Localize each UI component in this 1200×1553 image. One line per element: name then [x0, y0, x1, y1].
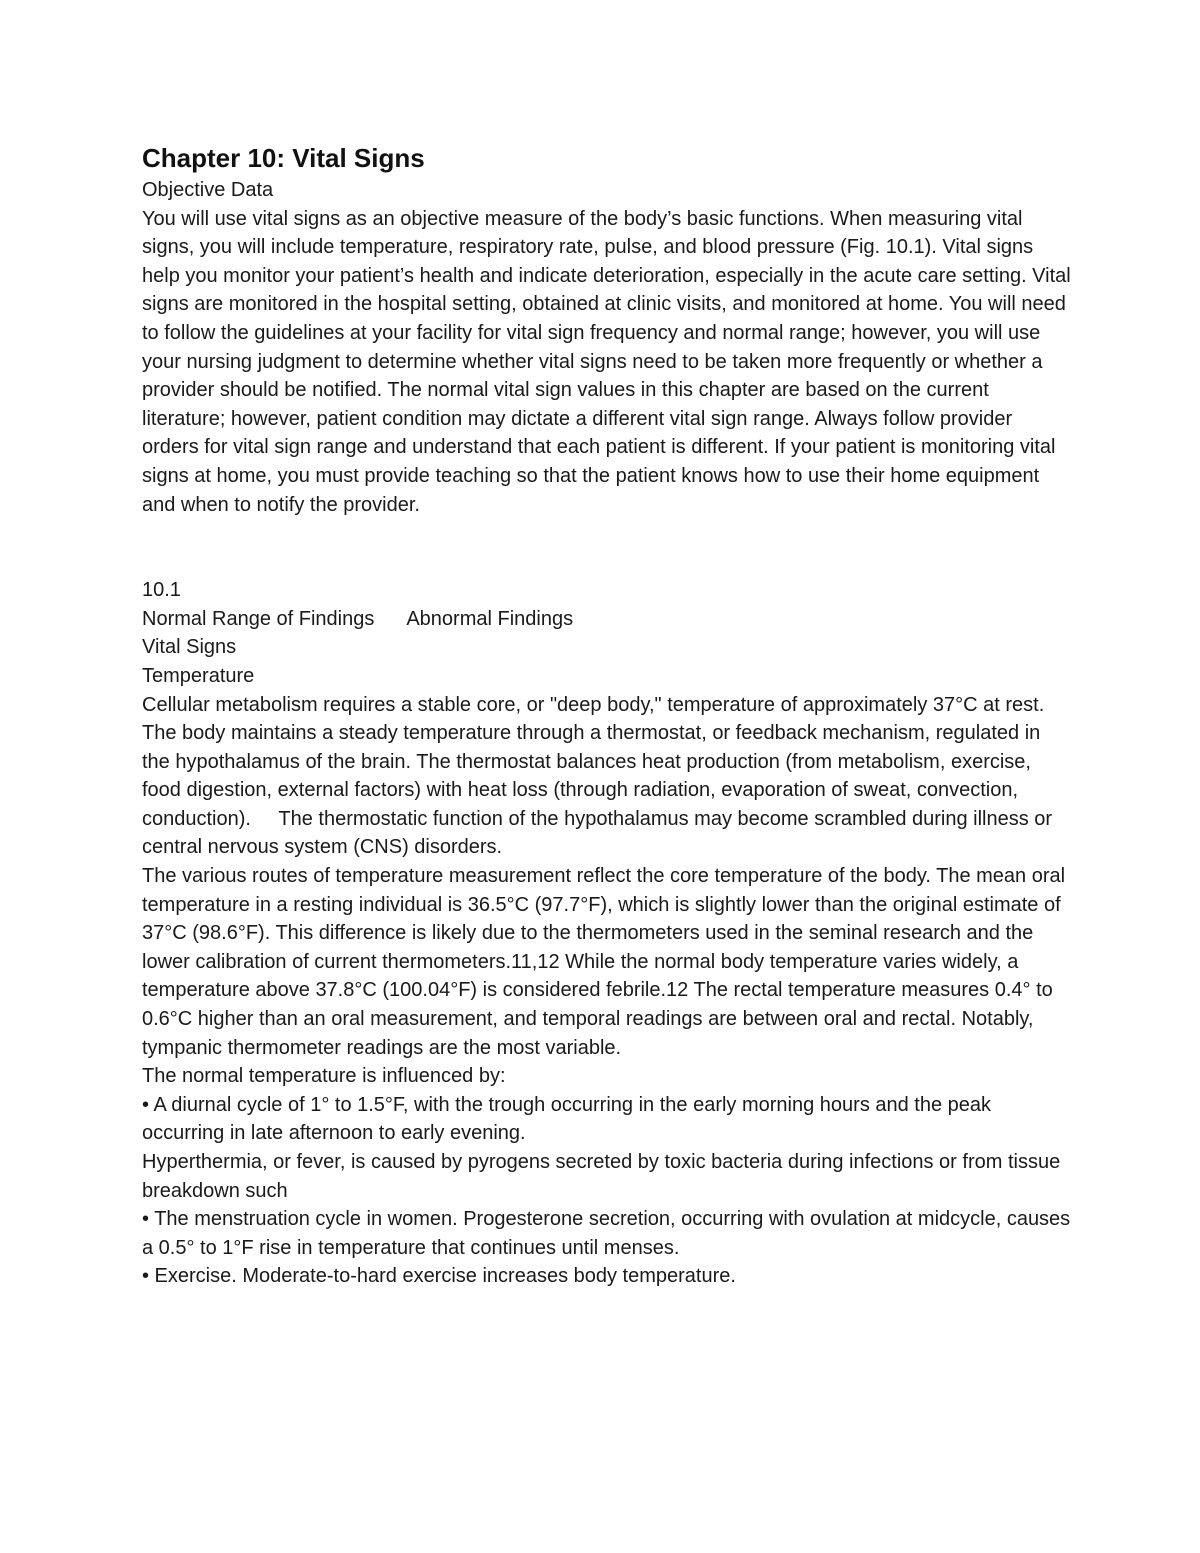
chapter-title: Chapter 10: Vital Signs: [142, 143, 425, 173]
column-normal-findings: Normal Range of Findings: [142, 607, 375, 630]
objective-data-heading: Objective Data: [142, 179, 274, 201]
column-gap: [374, 605, 406, 634]
bullet-menstruation-cycle: • The menstruation cycle in women. Progesterone secretion, occurring with ovulation at midcycle, causes a 0.5° to 1°F rise in temperature that continues until menses.: [142, 1208, 1071, 1259]
document-page: [142, 140, 1072, 1291]
influenced-by-line: The normal temperature is influenced by:: [142, 1065, 506, 1088]
bullet-exercise: • Exercise. Moderate-to-hard exercise increases body temperature.: [142, 1265, 736, 1288]
temperature-paragraph-1: Cellular metabolism requires a stable core, or "deep body," temperature of approximately 37°C at rest. The body maintains a steady temperature through a thermostat, or feedback mechanism, regulated in the hypothalamus of the brain. The thermostat balances heat production (from metabolism, exercise, food digestion, external factors) with heat loss (through radiation, evaporation of sweat, convection, conduction). The thermostatic function of the hypothalamus may become scrambled during illness or central nervous system (CNS) disorders.: [142, 693, 1058, 859]
column-abnormal-findings: Abnormal Findings: [406, 607, 574, 630]
hyperthermia-paragraph: Hyperthermia, or fever, is caused by pyrogens secreted by toxic bacteria during infections or from tissue breakdown such: [142, 1151, 1061, 1202]
bullet-diurnal-cycle: • A diurnal cycle of 1° to 1.5°F, with the trough occurring in the early morning hours and the peak occurring in late afternoon to early evening.: [142, 1093, 992, 1145]
table-header-row: [142, 605, 1072, 634]
subsection-heading: Temperature: [142, 664, 255, 687]
intro-paragraph: You will use vital signs as an objective measure of the body’s basic functions. When measuring vital signs, you will include temperature, respiratory rate, pulse, and blood pressure (Fig. 10.1). Vital signs help you monitor your patient’s health and indicate deterioration, especially in the acute care setting. Vital signs are monitored in the hospital setting, obtained at clinic visits, and monitored at home. You will need to follow the guidelines at your facility for vital sign frequency and normal range; however, you will use your nursing judgment to determine whether vital signs need to be taken more frequently or whether a provider should be notified. The normal vital sign values in this chapter are based on the current literature; however, patient condition may dictate a different vital sign range. Always follow provider orders for vital sign range and understand that each patient is different. If your patient is monitoring vital signs at home, you must provide teaching so that the patient knows how to use their home equipment and when to notify the provider.: [142, 207, 1071, 516]
section-heading: Vital Signs: [142, 636, 237, 659]
section-spacer: [142, 519, 1072, 576]
table-number: 10.1: [142, 579, 181, 602]
temperature-paragraph-2: The various routes of temperature measurement reflect the core temperature of the body. The mean oral temperature in a resting individual is 36.5°C (97.7°F), which is slightly lower than the original estimate of 37°C (98.6°F). This difference is likely due to the thermometers used in the seminal research and the lower calibration of current thermometers.11,12 While the normal body temperature varies widely, a temperature above 37.8°C (100.04°F) is considered febrile.12 The rectal temperature measures 0.4° to 0.6°C higher than an oral measurement, and temporal readings are between oral and rectal. Notably, tympanic thermometer readings are the most variable.: [142, 865, 1066, 1059]
